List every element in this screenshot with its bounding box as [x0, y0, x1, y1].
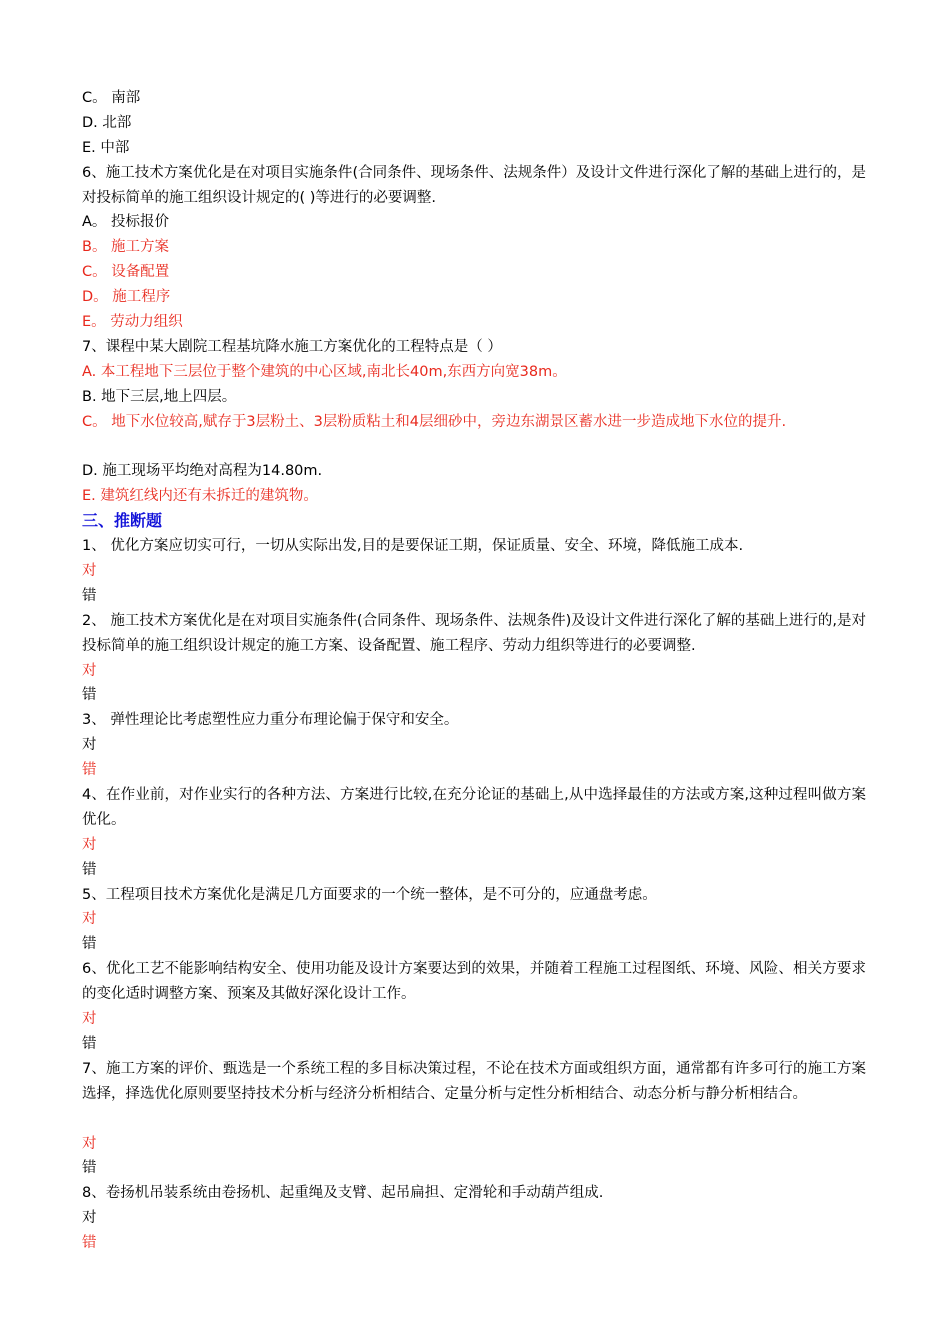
q7-option-c: C。 地下水位较高,赋存于3层粉土、3层粉质粘土和4层细砂中，旁边东湖景区蓄水进一步造成地下水位的提升.: [82, 413, 787, 430]
q5-option-d: D. 北部: [82, 114, 132, 131]
judge-4-stem: 4、在作业前，对作业实行的各种方法、方案进行比较,在充分论证的基础上,从中选择最佳的方法或方案,这种过程叫做方案优化。: [82, 786, 866, 828]
judge-8-true: 对: [82, 1210, 97, 1227]
judge-2-false: 错: [82, 687, 97, 704]
judge-1-stem: 1、 优化方案应切实可行，一切从实际出发,目的是要保证工期，保证质量、安全、环境，降低施工成本.: [82, 538, 744, 555]
judge-3-true: 对: [82, 737, 97, 754]
judge-7-false: 错: [82, 1160, 97, 1177]
judge-3-stem: 3、 弹性理论比考虑塑性应力重分布理论偏于保守和安全。: [82, 712, 459, 729]
judge-2-true: 对: [82, 662, 97, 679]
q7-stem: 7、课程中某大剧院工程基坑降水施工方案优化的工程特点是（ ）: [82, 338, 502, 355]
document-page: [82, 86, 866, 1256]
q5-option-e: E. 中部: [82, 139, 130, 156]
judge-2-stem: 2、 施工技术方案优化是在对项目实施条件(合同条件、现场条件、法规条件)及设计文件进行深化了解的基础上进行的,是对投标简单的施工组织设计规定的施工方案、设备配置、施工程序、劳动力组织等进行的必要调整.: [82, 612, 866, 654]
judge-1-false: 错: [82, 587, 97, 604]
judge-7-stem: 7、施工方案的评价、甄选是一个系统工程的多目标决策过程，不论在技术方面或组织方面，通常都有许多可行的施工方案选择，择选优化原则要坚持技术分析与经济分析相结合、定量分析与定性分析相结合、动态分析与静分析相结合。: [82, 1060, 866, 1102]
judge-6-stem: 6、优化工艺不能影响结构安全、使用功能及设计方案要达到的效果，并随着工程施工过程图纸、环境、风险、相关方要求的变化适时调整方案、预案及其做好深化设计工作。: [82, 961, 866, 1003]
judge-6-true: 对: [82, 1011, 97, 1028]
q7-option-a: A. 本工程地下三层位于整个建筑的中心区域,南北长40m,东西方向宽38m。: [82, 363, 567, 380]
q6-option-d: D。 施工程序: [82, 289, 171, 306]
q6-option-a: A。 投标报价: [82, 214, 170, 231]
q7-option-e: E. 建筑红线内还有未拆迁的建筑物。: [82, 488, 318, 505]
q5-option-c: C。 南部: [82, 90, 141, 106]
judge-4-true: 对: [82, 836, 97, 853]
judge-5-false: 错: [82, 936, 97, 953]
q6-option-b: B。 施工方案: [82, 239, 170, 256]
judge-7-true: 对: [82, 1135, 97, 1152]
judge-5-true: 对: [82, 911, 97, 928]
judge-6-false: 错: [82, 1035, 97, 1052]
q7-option-b: B. 地下三层,地上四层。: [82, 388, 237, 405]
judge-1-true: 对: [82, 562, 97, 579]
judge-4-false: 错: [82, 861, 97, 878]
judge-5-stem: 5、工程项目技术方案优化是满足几方面要求的一个统一整体，是不可分的，应通盘考虑。: [82, 886, 657, 903]
q6-option-c: C。 设备配置: [82, 264, 170, 281]
judge-8-stem: 8、卷扬机吊装系统由卷扬机、起重绳及支臂、起吊扁担、定滑轮和手动葫芦组成.: [82, 1185, 604, 1202]
q6-option-e: E。 劳动力组织: [82, 314, 183, 331]
section-three-title: 三、推断题: [82, 511, 163, 531]
q7-option-d: D. 施工现场平均绝对高程为14.80m.: [82, 463, 323, 480]
judge-8-false: 错: [82, 1235, 97, 1252]
judge-3-false: 错: [82, 762, 97, 779]
q6-stem: 6、施工技术方案优化是在对项目实施条件(合同条件、现场条件、法规条件）及设计文件进行深化了解的基础上进行的，是对投标简单的施工组织设计规定的( )等进行的必要调整.: [82, 164, 866, 206]
